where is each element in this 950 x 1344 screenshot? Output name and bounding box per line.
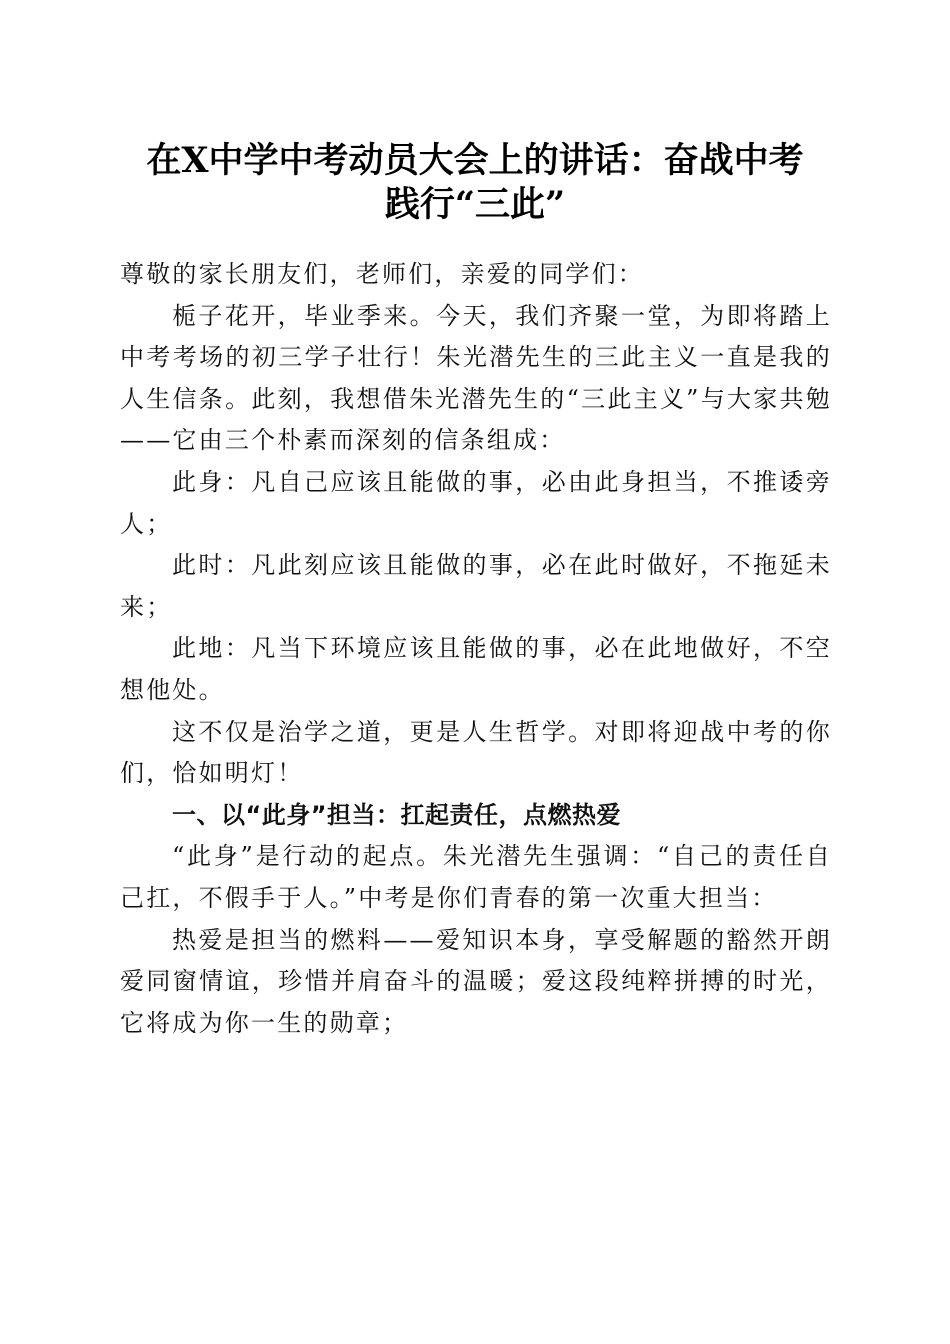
title-line-2: 践行“三此”	[384, 184, 566, 225]
paragraph-philosophy: 这不仅是治学之道，更是人生哲学。对即将迎战中考的你们，恰如明灯！	[120, 717, 832, 788]
paragraph-cidi: 此地：凡当下环境应该且能做的事，必在此地做好，不空想他处。	[120, 634, 832, 704]
section-heading: 一、以“此身”担当：扛起责任，点燃热爱	[172, 800, 622, 829]
paragraph-intro: 栀子花开，毕业季来。今天，我们齐聚一堂，为即将踏上中考考场的初三学子壮行！朱光潜先生的三此主义一直是我的人生信条。此刻，我想借朱光潜先生的“三此主义”与大家共勉——它由三个朴素而深刻的信条组成：	[120, 301, 832, 455]
paragraph-cishi: 此时：凡此刻应该且能做的事，必在此时做好，不拖延未来；	[120, 551, 832, 621]
paragraph-section-1: “此身”是行动的起点。朱光潜先生强调：“自己的责任自己扛，不假手于人。”中考是你们青春的第一次重大担当：	[120, 842, 832, 912]
title-line-1: 在X中学中考动员大会上的讲话：奋战中考	[146, 140, 804, 181]
paragraph-cishen: 此身：凡自己应该且能做的事，必由此身担当，不推诿旁人；	[120, 467, 832, 538]
document-title	[90, 139, 860, 227]
document-body	[120, 254, 832, 1044]
greeting: 尊敬的家长朋友们，老师们，亲爱的同学们：	[120, 260, 644, 288]
paragraph-section-2: 热爱是担当的燃料——爱知识本身，享受解题的豁然开朗爱同窗情谊，珍惜并肩奋斗的温暖；爱这段纯粹拼搏的时光，它将成为你一生的勋章；	[120, 925, 832, 1037]
